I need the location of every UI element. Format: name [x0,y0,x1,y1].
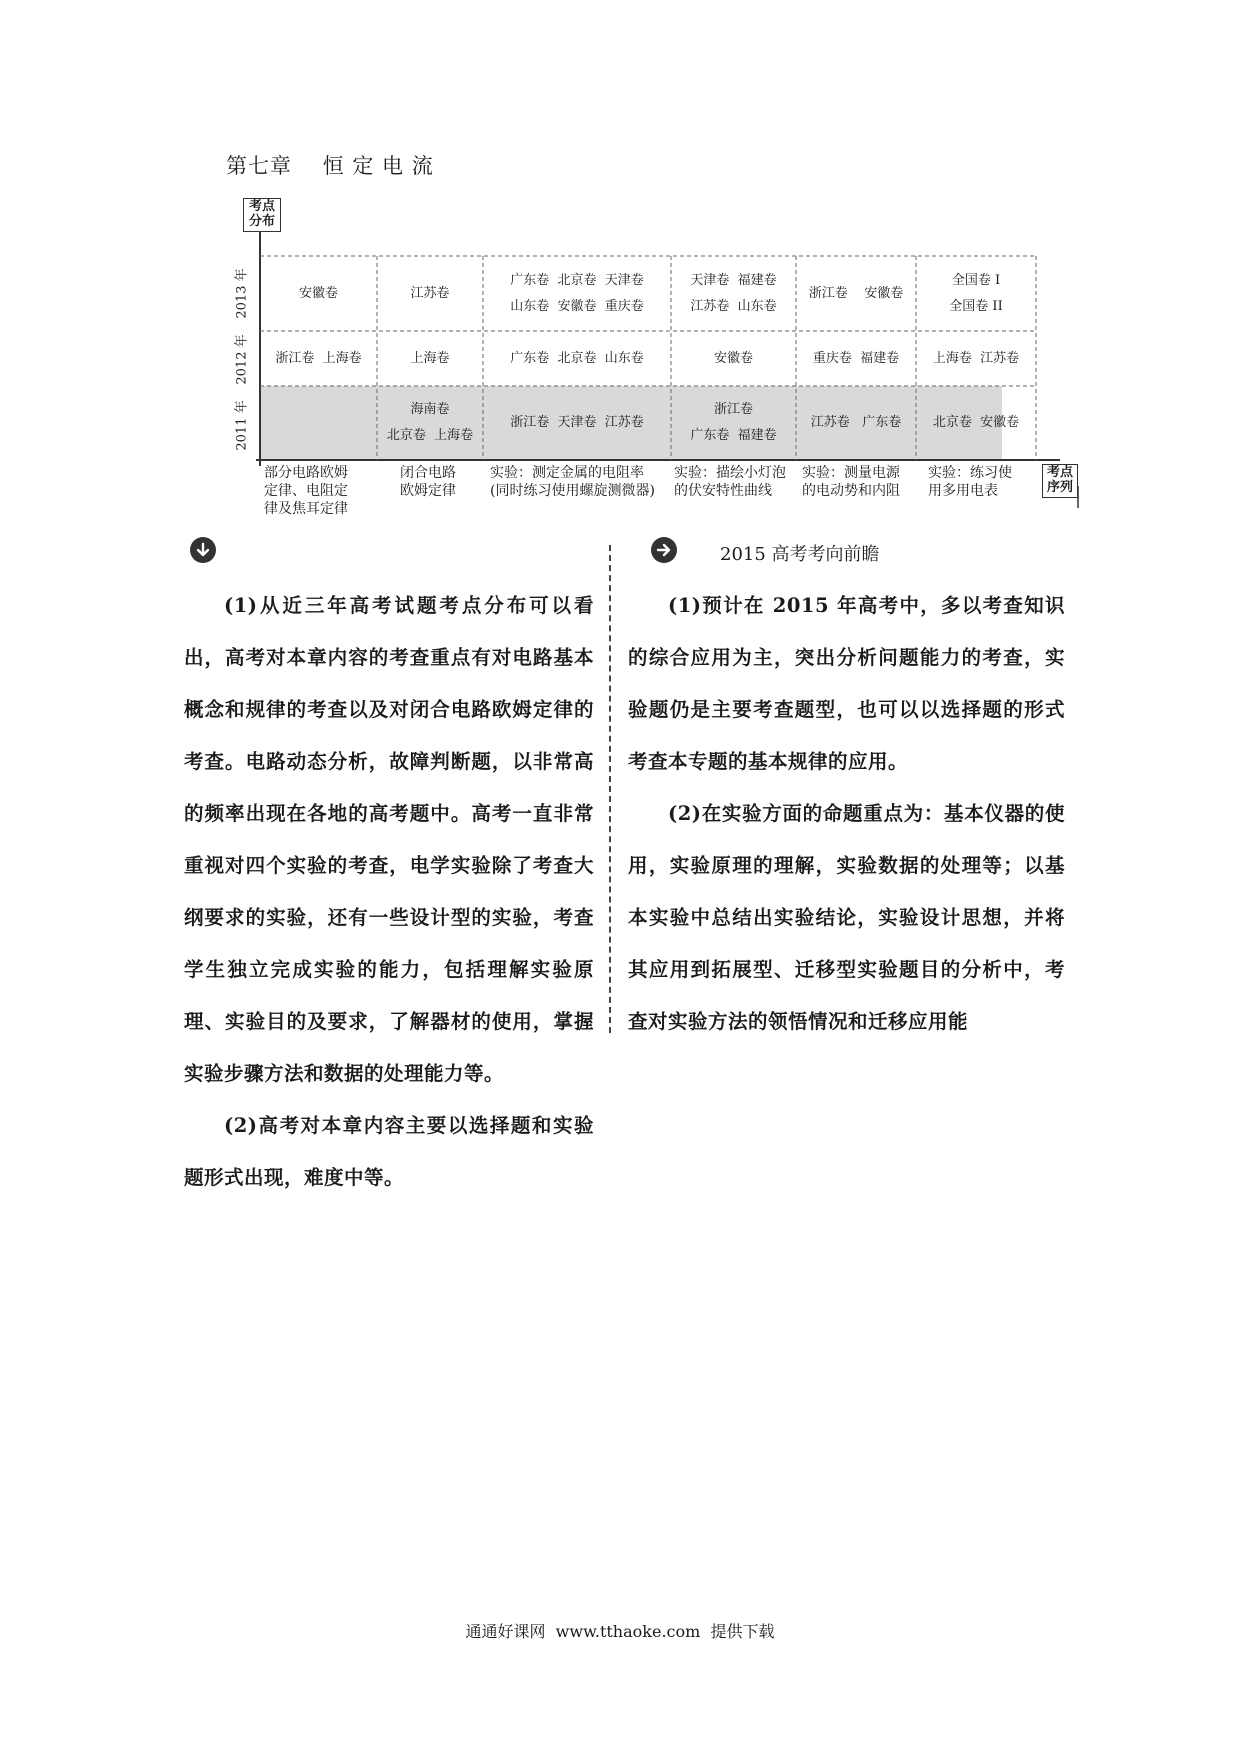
outlook-column [628,580,1065,1048]
outlook-paragraph-2: (2)在实验方面的命题重点为：基本仪器的使用，实验原理的理解，实验数据的处理等；以基本实验中总结出实验结论，实验设计思想，并将其应用到拓展型、迁移型实验题目的分析中，考查对实验方法的领悟情况和迁移应用能 [628,802,1065,1033]
cell-2011-col3: 浙江卷 天津卷 江苏卷 [510,415,644,430]
year-label-2011: 2011 年 [234,400,250,451]
cell-2013-col2: 江苏卷 [410,285,450,301]
cell-2012-col6: 上海卷 江苏卷 [932,350,1020,366]
cell-2011-col6: 北京卷 安徽卷 [932,415,1020,430]
cell-2012-col4: 安徽卷 [713,350,753,366]
column-divider [609,545,611,1033]
cell-2012-col1: 浙江卷 上海卷 [275,350,362,366]
topic-label-1: 部分电路欧姆 定律、电阻定 律及焦耳定律 [264,465,348,517]
y-axis-label: 考点 分布 [243,198,281,232]
cell-2011-col4: 浙江卷 广东卷 福建卷 [690,402,777,443]
cell-2011-col5: 江苏卷 广东卷 [810,415,902,430]
cell-2013-col3: 广东卷 北京卷 天津卷 山东卷 安徽卷 重庆卷 [510,272,644,314]
analysis-paragraph-2: (2)高考对本章内容主要以选择题和实验题形式出现，难度中等。 [184,1114,594,1189]
year-label-2012: 2012 年 [234,334,250,385]
cell-2013-col6: 全国卷 I 全国卷 II [949,272,1003,314]
year-label-2013: 2013 年 [234,268,250,319]
cell-2013-col1: 安徽卷 [298,285,338,301]
topic-label-4: 实验：描绘小灯泡 的伏安特性曲线 [674,465,786,499]
outlook-title: 2015 高考考向前瞻 [720,544,880,565]
topic-label-6: 实验：练习使 用多用电表 [928,465,1012,499]
arrow-right-circle-icon [651,537,677,563]
chapter-title: 第七章 恒 定 电 流 [226,154,434,178]
arrow-down-circle-icon [190,537,216,563]
cell-2011-col1 [260,386,377,460]
exam-distribution-chart [230,196,1090,516]
footer-credit: 通通好课网 www.tthaoke.com 提供下载 [465,1622,775,1641]
cell-2012-col3: 广东卷 北京卷 山东卷 [510,350,644,366]
cell-2011-col2: 海南卷 北京卷 上海卷 [386,402,474,443]
topic-label-3: 实验：测定金属的电阻率 (同时练习使用螺旋测微器) [490,465,655,499]
outlook-paragraph-1: (1)预计在 2015 年高考中，多以考查知识的综合应用为主，突出分析问题能力的考查，实验题仍是主要考查题型，也可以以选择题的形式考查本专题的基本规律的应用。 [628,594,1065,773]
cell-2012-col2: 上海卷 [410,350,450,366]
topic-label-2: 闭合电路 欧姆定律 [400,465,456,499]
cell-2013-col4: 天津卷 福建卷 江苏卷 山东卷 [690,272,777,314]
topic-label-5: 实验：测量电源 的电动势和内阻 [802,465,900,499]
analysis-paragraph-1: (1)从近三年高考试题考点分布可以看出，高考对本章内容的考查重点有对电路基本概念和规律的考查以及对闭合电路欧姆定律的考查。电路动态分析，故障判断题，以非常高的频率出现在各地的高考题中。高考一直非常重视对四个实验的考查，电学实验除了考查大纲要求的实验，还有一些设计型的实验，考查学生独立完成实验的能力，包括理解实验原理、实验目的及要求，了解器材的使用，掌握实验步骤方法和数据的处理能力等。 [184,594,594,1085]
cell-2012-col5: 重庆卷 福建卷 [812,350,900,366]
x-axis-label: 考点 序列 [1042,464,1078,498]
analysis-column [184,580,594,1204]
cell-2013-col5: 浙江卷 安徽卷 [808,285,904,301]
